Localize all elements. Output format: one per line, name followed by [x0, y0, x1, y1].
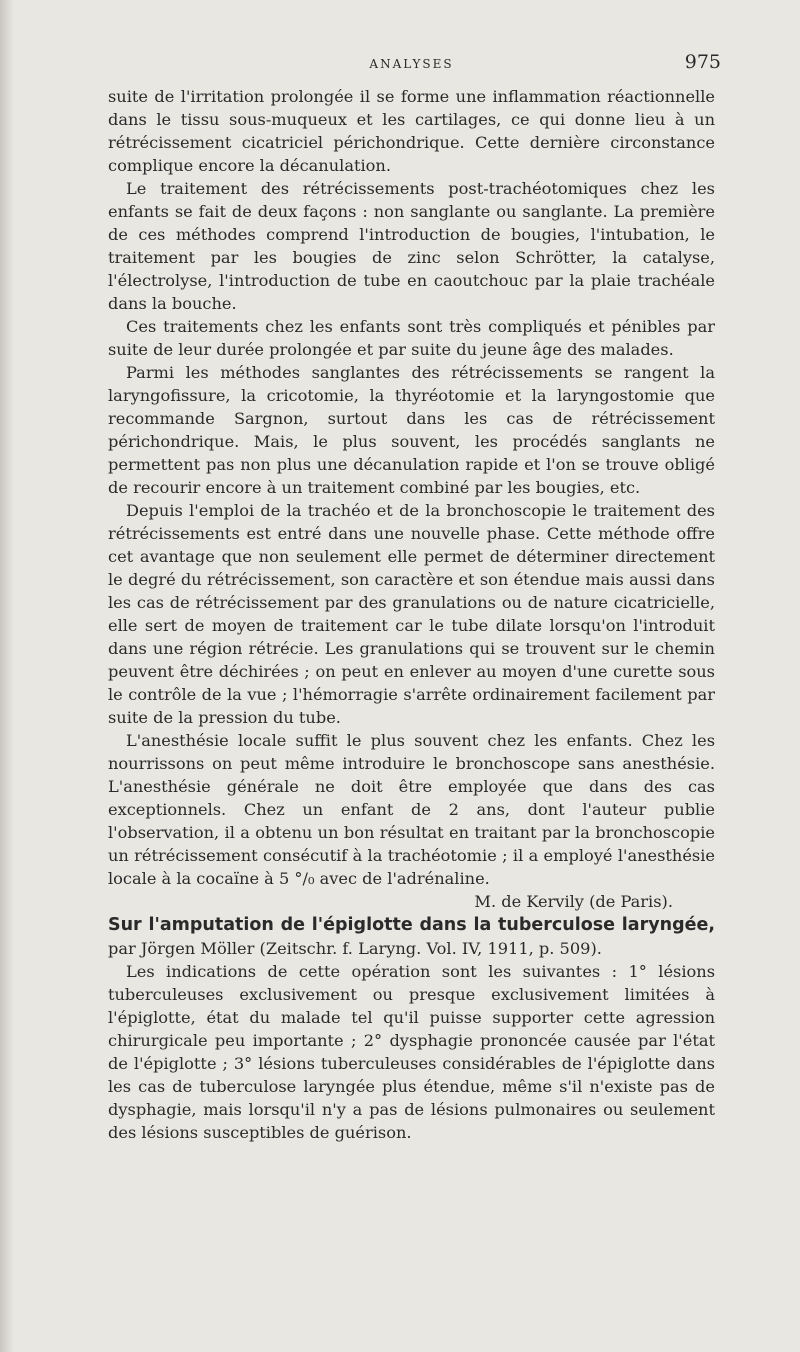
running-head: ANALYSES: [369, 57, 454, 71]
body-text: [108, 85, 715, 1144]
article-heading: [108, 913, 715, 960]
article-title: Sur l'amputation de l'épiglotte dans la tuberculose laryngée,: [108, 915, 715, 935]
page-number: 975: [684, 51, 721, 73]
article-byline: par Jörgen Möller (Zeitschr. f. Laryng. Vol. IV, 1911, p. 509).: [108, 939, 602, 958]
paragraph: Ces traitements chez les enfants sont très compliqués et pénibles par suite de leur durée prolongée et par suite du jeune âge des malades.: [108, 317, 715, 359]
paragraph: L'anesthésie locale suffit le plus souvent chez les enfants. Chez les nourrissons on peut même introduire le bronchoscope sans anesthésie. L'anesthésie générale ne doit être employée que dans des cas exceptionnels. Chez un enfant de 2 ans, dont l'auteur publie l'observation, il a obtenu un bon résultat en traitant par la bronchoscopie un rétrécissement consécutif à la trachéotomie ; il a employé l'anesthésie locale à la cocaïne à 5 °/₀ avec de l'adrénaline.: [108, 731, 715, 888]
paragraph: Le traitement des rétrécissements post-trachéotomiques chez les enfants se fait de deux façons : non sanglante ou sanglante. La première de ces méthodes comprend l'introduction de bougies, l'intubation, le traitement par les bougies de zinc selon Schrötter, la catalyse, l'électrolyse, l'introduction de tube en caoutchouc par la plaie trachéale dans la bouche.: [108, 179, 715, 313]
paragraph: Les indications de cette opération sont les suivantes : 1° lésions tuberculeuses exclusivement ou presque exclusivement limitées à l'épiglotte, état du malade tel qu'il puisse supporter cette agression chirurgicale peu importante ; 2° dysphagie prononcée causée par l'état de l'épiglotte ; 3° lésions tuberculeuses considérables de l'épiglotte dans les cas de tuberculose laryngée plus étendue, même s'il n'existe pas de dysphagie, mais lorsqu'il n'y a pas de lésions pulmonaires ou seulement des lésions susceptibles de guérison.: [108, 962, 715, 1142]
author-signature: M. de Kervily (de Paris).: [474, 892, 673, 911]
page-edge-shadow: [0, 0, 14, 1352]
page-header: [108, 51, 721, 85]
paragraph: Parmi les méthodes sanglantes des rétrécissements se rangent la laryngofissure, la cricotomie, la thyréotomie et la laryngostomie que recommande Sargnon, surtout dans les cas de rétrécissement périchondrique. Mais, le plus souvent, les procédés sanglants ne permettent pas non plus une décanulation rapide et l'on se trouve obligé de recourir encore à un traitement combiné par les bougies, etc.: [108, 363, 715, 497]
paragraph: Depuis l'emploi de la trachéo et de la bronchoscopie le traitement des rétrécissements est entré dans une nouvelle phase. Cette méthode offre cet avantage que non seulement elle permet de déterminer directement le degré du rétrécissement, son caractère et son étendue mais aussi dans les cas de rétrécissement par des granulations ou de nature cicatricielle, elle sert de moyen de traitement car le tube dilate lorsqu'on l'introduit dans une région rétrécie. Les granulations qui se trouvent sur le chemin peuvent être déchirées ; on peut en enlever au moyen d'une curette sous le contrôle de la vue ; l'hémorragie s'arrête ordinairement facilement par suite de la pression du tube.: [108, 501, 715, 727]
paragraph: suite de l'irritation prolongée il se forme une inflammation réactionnelle dans le tissu sous-muqueux et les cartilages, ce qui donne lieu à un rétrécissement cicatriciel périchondrique. Cette dernière circonstance complique encore la décanulation.: [108, 87, 715, 175]
